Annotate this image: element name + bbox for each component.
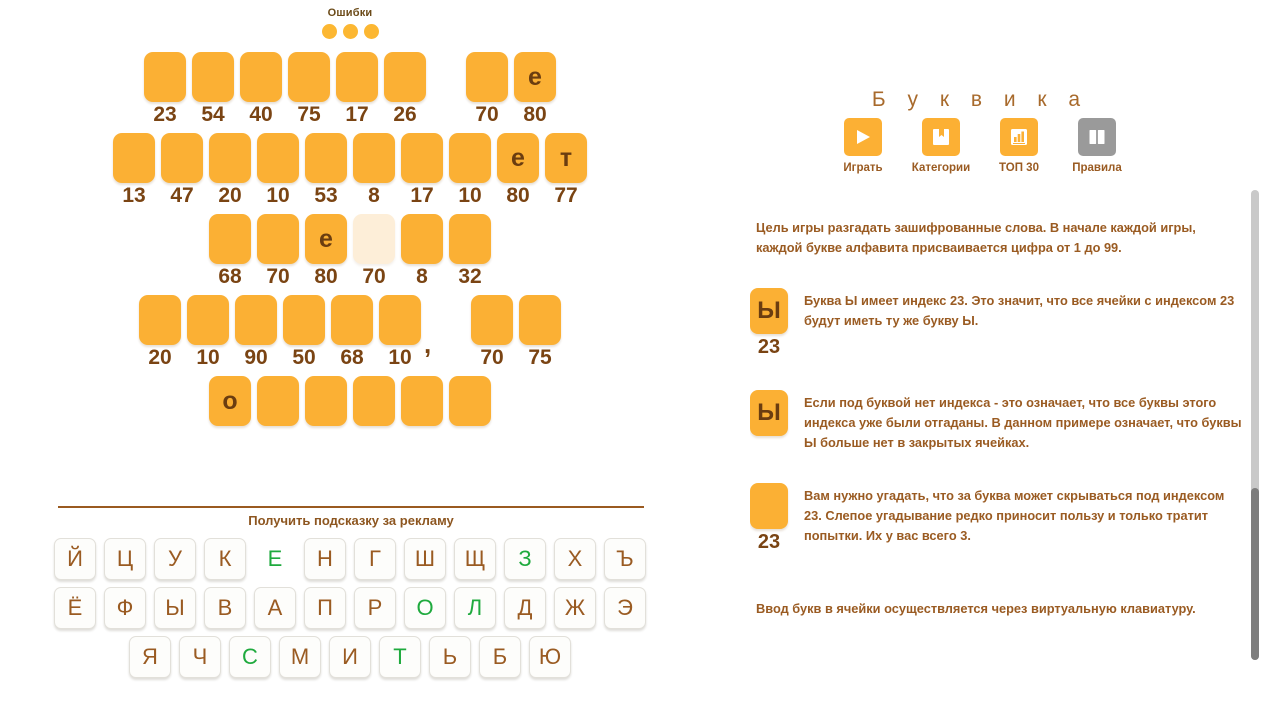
cell-wrapper xyxy=(329,295,375,370)
key-Ъ[interactable]: Ъ xyxy=(604,538,646,580)
cell-index-number: 80 xyxy=(506,184,530,207)
letter-cell[interactable] xyxy=(305,133,347,183)
nav-item-label: Категории xyxy=(911,162,971,174)
cell-wrapper xyxy=(255,214,301,289)
key-З[interactable]: З xyxy=(504,538,546,580)
cell-index-number: 8 xyxy=(416,265,428,288)
cell-wrapper xyxy=(447,214,493,289)
letter-cell[interactable] xyxy=(401,376,443,426)
letter-cell[interactable] xyxy=(336,52,378,102)
word-row xyxy=(0,295,700,370)
keyboard-row xyxy=(0,538,700,580)
key-С[interactable]: С xyxy=(229,636,271,678)
cell-wrapper xyxy=(185,295,231,370)
error-dot xyxy=(343,24,358,39)
letter-cell[interactable] xyxy=(283,295,325,345)
letter-cell[interactable] xyxy=(209,214,251,264)
letter-cell[interactable] xyxy=(353,133,395,183)
error-dot xyxy=(364,24,379,39)
cell-index-number: 75 xyxy=(297,103,321,126)
play-icon xyxy=(844,118,882,156)
cell-index-number: 10 xyxy=(196,346,220,369)
cell-index-number: 75 xyxy=(528,346,552,369)
rule-example-tile-column xyxy=(750,390,804,453)
letter-cell[interactable] xyxy=(449,133,491,183)
key-Ц[interactable]: Ц xyxy=(104,538,146,580)
cell-index-number: 80 xyxy=(523,103,547,126)
rule-example-tile-number: 23 xyxy=(757,531,781,553)
nav-item-open-book[interactable] xyxy=(1058,118,1136,175)
letter-cell[interactable]: е xyxy=(497,133,539,183)
key-Г[interactable]: Г xyxy=(354,538,396,580)
key-Я[interactable]: Я xyxy=(129,636,171,678)
cell-wrapper xyxy=(399,214,445,289)
word-group xyxy=(206,376,494,426)
letter-cell[interactable] xyxy=(209,133,251,183)
cell-index-number: 23 xyxy=(153,103,177,126)
rule-text: Буква Ы имеет индекс 23. Это значит, что все ячейки с индексом 23 будут иметь ту же букву Ы. xyxy=(804,293,1235,328)
key-Ш[interactable]: Ш xyxy=(404,538,446,580)
cell-index-number: 17 xyxy=(410,184,434,207)
letter-cell[interactable] xyxy=(161,133,203,183)
letter-cell[interactable] xyxy=(519,295,561,345)
cell-wrapper xyxy=(111,133,157,208)
cell-index-number: 10 xyxy=(458,184,482,207)
cell-index-number: 50 xyxy=(292,346,316,369)
word-group xyxy=(468,295,564,370)
key-Х[interactable]: Х xyxy=(554,538,596,580)
letter-cell[interactable] xyxy=(331,295,373,345)
cell-index-number: 20 xyxy=(218,184,242,207)
key-Э[interactable]: Э xyxy=(604,587,646,629)
cell-wrapper xyxy=(543,133,589,208)
cell-wrapper xyxy=(351,214,397,289)
cell-index-number: 70 xyxy=(480,346,504,369)
cell-index-number: 53 xyxy=(314,184,338,207)
key-Ы[interactable]: Ы xyxy=(154,587,196,629)
key-Ё[interactable]: Ё xyxy=(54,587,96,629)
hint-divider xyxy=(58,506,644,508)
scrollbar-thumb[interactable] xyxy=(1251,488,1259,660)
nav-item-label: Правила xyxy=(1072,162,1122,174)
letter-cell[interactable] xyxy=(305,376,347,426)
key-А[interactable]: А xyxy=(254,587,296,629)
bookmark-icon xyxy=(922,118,960,156)
key-Ю[interactable]: Ю xyxy=(529,636,571,678)
cell-wrapper xyxy=(281,295,327,370)
main-nav xyxy=(700,118,1260,175)
cell-wrapper xyxy=(351,133,397,208)
cell-wrapper xyxy=(238,52,284,127)
key-Ч[interactable]: Ч xyxy=(179,636,221,678)
letter-cell[interactable] xyxy=(353,376,395,426)
rule-block xyxy=(750,288,1245,360)
bar-chart-icon xyxy=(1000,118,1038,156)
letter-cell[interactable] xyxy=(257,376,299,426)
cell-index-number: 40 xyxy=(249,103,273,126)
cell-index-number: 10 xyxy=(266,184,290,207)
letter-cell[interactable] xyxy=(257,133,299,183)
letter-cell[interactable]: е xyxy=(514,52,556,102)
cell-index-number: 20 xyxy=(148,346,172,369)
cell-index-number: 68 xyxy=(340,346,364,369)
key-Р[interactable]: Р xyxy=(354,587,396,629)
letter-cell[interactable] xyxy=(144,52,186,102)
cell-index-number: 70 xyxy=(362,265,386,288)
error-dot xyxy=(322,24,337,39)
word-row xyxy=(0,133,700,208)
word-group xyxy=(463,52,559,127)
cell-wrapper xyxy=(255,376,301,426)
nav-item-label: ТОП 30 xyxy=(999,162,1039,174)
word-row xyxy=(0,214,700,289)
keyboard-row xyxy=(0,587,700,629)
cell-wrapper xyxy=(255,133,301,208)
nav-item-play[interactable] xyxy=(824,118,902,175)
page-title: Б у к в и к а xyxy=(871,88,1089,111)
cell-index-number: 90 xyxy=(244,346,268,369)
letter-cell[interactable] xyxy=(449,214,491,264)
cell-wrapper xyxy=(334,52,380,127)
letter-cell[interactable] xyxy=(139,295,181,345)
errors-dots xyxy=(0,24,700,40)
cell-wrapper xyxy=(512,52,558,127)
letter-cell[interactable] xyxy=(379,295,421,345)
key-Н[interactable]: Н xyxy=(304,538,346,580)
letter-cell[interactable] xyxy=(235,295,277,345)
cell-wrapper xyxy=(447,376,493,426)
key-К[interactable]: К xyxy=(204,538,246,580)
nav-item-bookmark[interactable] xyxy=(902,118,980,175)
nav-item-bar-chart[interactable] xyxy=(980,118,1058,175)
cell-index-number: 80 xyxy=(314,265,338,288)
word-group xyxy=(110,133,590,208)
get-hint-for-ad-button[interactable]: Получить подсказку за рекламу xyxy=(248,513,454,528)
letter-cell[interactable] xyxy=(187,295,229,345)
cell-wrapper xyxy=(207,376,253,426)
letter-cell[interactable] xyxy=(113,133,155,183)
rules-footer: Ввод букв в ячейки осуществляется через виртуальную клавиатуру. xyxy=(756,601,1196,616)
letter-cell[interactable] xyxy=(401,133,443,183)
cell-index-number: 17 xyxy=(345,103,369,126)
cell-wrapper xyxy=(137,295,183,370)
letter-cell[interactable] xyxy=(471,295,513,345)
letter-cell[interactable] xyxy=(240,52,282,102)
rule-example-tile-column xyxy=(750,483,804,555)
cell-wrapper xyxy=(399,376,445,426)
rules-content xyxy=(750,206,1245,676)
letter-cell[interactable]: е xyxy=(305,214,347,264)
key-М[interactable]: М xyxy=(279,636,321,678)
rule-example-tile: Ы xyxy=(750,288,788,334)
cell-wrapper xyxy=(377,295,423,370)
rule-example-tile: Ы xyxy=(750,390,788,436)
letter-cell[interactable]: о xyxy=(209,376,251,426)
key-Ь[interactable]: Ь xyxy=(429,636,471,678)
key-Д[interactable]: Д xyxy=(504,587,546,629)
rules-panel xyxy=(700,0,1280,720)
cell-index-number: 8 xyxy=(368,184,380,207)
cell-index-number: 77 xyxy=(554,184,578,207)
rule-example-tile xyxy=(750,483,788,529)
letter-cell[interactable] xyxy=(384,52,426,102)
cell-wrapper xyxy=(351,376,397,426)
key-И[interactable]: И xyxy=(329,636,371,678)
key-Б[interactable]: Б xyxy=(479,636,521,678)
cell-index-number: 47 xyxy=(170,184,194,207)
cell-wrapper xyxy=(190,52,236,127)
cell-index-number: 10 xyxy=(388,346,412,369)
cell-wrapper xyxy=(159,133,205,208)
rule-text: Если под буквой нет индекса - это означает, что все буквы этого индекса уже были отгаданы. В данном примере означает, что буквы Ы больше нет в закрытых ячейках. xyxy=(804,395,1242,450)
cell-wrapper xyxy=(464,52,510,127)
key-Ж[interactable]: Ж xyxy=(554,587,596,629)
letter-cell[interactable] xyxy=(466,52,508,102)
cell-wrapper xyxy=(469,295,515,370)
cell-wrapper xyxy=(447,133,493,208)
rule-block xyxy=(750,390,1245,453)
virtual-keyboard xyxy=(0,538,700,685)
errors-label: Ошибки xyxy=(327,7,373,19)
letter-cell-selected[interactable] xyxy=(353,214,395,264)
cell-wrapper xyxy=(207,133,253,208)
letter-cell[interactable] xyxy=(288,52,330,102)
key-Л[interactable]: Л xyxy=(454,587,496,629)
cell-index-number: 26 xyxy=(393,103,417,126)
cell-wrapper xyxy=(142,52,188,127)
key-П[interactable]: П xyxy=(304,587,346,629)
key-Щ[interactable]: Щ xyxy=(454,538,496,580)
cell-wrapper xyxy=(303,376,349,426)
word-group xyxy=(141,52,429,127)
letter-cell[interactable]: т xyxy=(545,133,587,183)
letter-cell[interactable] xyxy=(192,52,234,102)
keyboard-row xyxy=(0,636,700,678)
nav-item-label: Играть xyxy=(843,162,883,174)
word-group xyxy=(136,295,424,370)
rule-block xyxy=(750,483,1245,555)
cell-wrapper xyxy=(382,52,428,127)
rule-example-tile-column xyxy=(750,288,804,360)
letter-cell[interactable] xyxy=(449,376,491,426)
errors-indicator xyxy=(0,6,700,40)
rules-blocks xyxy=(750,288,1245,555)
word-row xyxy=(0,376,700,426)
cell-wrapper xyxy=(286,52,332,127)
cell-wrapper xyxy=(495,133,541,208)
letter-cell[interactable] xyxy=(401,214,443,264)
cell-wrapper xyxy=(399,133,445,208)
word-group xyxy=(206,214,494,289)
cell-index-number: 54 xyxy=(201,103,225,126)
rule-text: Вам нужно угадать, что за буква может скрываться под индексом 23. Слепое угадывание редко приносит пользу и только тратит попытки. Их у вас всего 3. xyxy=(804,488,1225,543)
rules-intro: Цель игры разгадать зашифрованные слова. В начале каждой игры, каждой букве алфавита присваивается цифра от 1 до 99. xyxy=(756,220,1196,255)
cell-index-number: 70 xyxy=(266,265,290,288)
cell-wrapper xyxy=(517,295,563,370)
key-У[interactable]: У xyxy=(154,538,196,580)
cell-index-number: 68 xyxy=(218,265,242,288)
key-О[interactable]: О xyxy=(404,587,446,629)
cell-wrapper xyxy=(233,295,279,370)
cell-index-number: 13 xyxy=(122,184,146,207)
word-row xyxy=(0,52,700,127)
rule-example-tile-number: 23 xyxy=(757,336,781,358)
cell-index-number: 32 xyxy=(458,265,482,288)
key-Ф[interactable]: Ф xyxy=(104,587,146,629)
punctuation-comma: , xyxy=(424,329,432,359)
key-В[interactable]: В xyxy=(204,587,246,629)
cell-wrapper xyxy=(303,214,349,289)
key-Т[interactable]: Т xyxy=(379,636,421,678)
word-board xyxy=(0,52,700,432)
key-Й[interactable]: Й xyxy=(54,538,96,580)
cell-index-number: 70 xyxy=(475,103,499,126)
open-book-icon xyxy=(1078,118,1116,156)
key-Е: Е xyxy=(267,546,283,571)
letter-cell[interactable] xyxy=(257,214,299,264)
cell-wrapper xyxy=(303,133,349,208)
cell-wrapper xyxy=(207,214,253,289)
